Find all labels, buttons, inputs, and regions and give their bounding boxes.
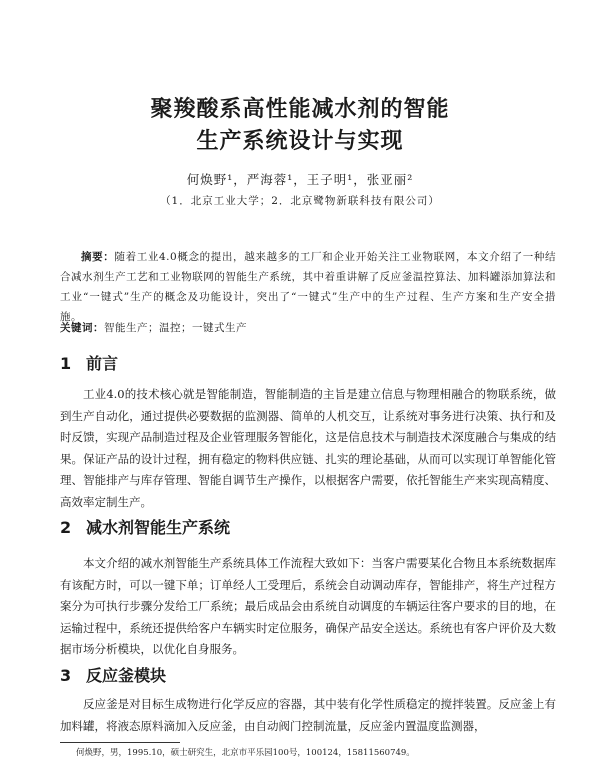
section-body-production-system: 本文介绍的减水剂智能生产系统具体工作流程大致如下：当客户需要某化合物且本系统数据库有该配方时，可以一键下单；订单经人工受理后，系统会自动调动库存，智能排产，将生产过程方案分为可执行步骤分发给工厂系统；最后成品会由系统自动调度的车辆运往客户要求的目的地，在运输过程中，系统还提供给客户车辆实时定位服务，确保产品安全送达。系统也有客户评价及大数据市场分析模块，以优化自身服务。 <box>60 556 556 656</box>
section-heading-production-system <box>60 515 230 538</box>
section-heading-reactor-module <box>60 663 166 686</box>
author-list: 何焕野¹，严海蓉¹，王子明¹，张亚丽² <box>186 172 414 187</box>
section-title: 反应釜模块 <box>86 666 167 685</box>
section-number: 2 <box>60 518 72 537</box>
footnote-divider <box>60 742 180 743</box>
abstract <box>60 247 556 327</box>
section-heading-introduction <box>60 351 118 374</box>
section-number: 1 <box>60 354 72 373</box>
section-body-introduction: 工业4.0的技术核心就是智能制造，智能制造的主旨是建立信息与物理相融合的物联系统，做到生产自动化，通过提供必要数据的监测器、简单的人机交互，让系统对事务进行决策、执行和及时反馈，实现产品制造过程及企业管理服务智能化，这是信息技术与制造技术深度融合与集成的结果。保证产品的设计过程，拥有稳定的物料供应链、扎实的理论基础，从而可以实现订单智能化管理、智能排产与库存管理、智能自调节生产操作，以根据客户需要，依托智能生产来实现高精度、高效率定制生产。 <box>60 387 556 509</box>
section-title: 减水剂智能生产系统 <box>86 518 231 537</box>
section-body-reactor-module: 反应釜是对目标生成物进行化学反应的容器，其中装有化学性质稳定的搅拌装置。反应釜上有加料罐，将液态原料滴加入反应釜，由自动阀门控制流量，反应釜内置温度监测器， <box>60 697 556 733</box>
section-number: 3 <box>60 666 72 685</box>
paper-title-line-2: 生产系统设计与实现 <box>196 129 404 154</box>
keywords <box>60 320 556 335</box>
keywords-text: 智能生产；温控；一键式生产 <box>104 322 247 334</box>
abstract-label: 摘要： <box>81 251 115 263</box>
author-footnote: 何焕野，男，1995.10，硕士研究生，北京市平乐园100号，100124，15811560749。 <box>76 748 415 758</box>
paper-title-line-1: 聚羧酸系高性能减水剂的智能 <box>150 97 450 122</box>
keywords-label: 关键词： <box>60 322 104 334</box>
author-affiliation: （1．北京工业大学；2．北京鹭物新联科技有限公司） <box>160 195 440 207</box>
abstract-text: 随着工业4.0概念的提出，越来越多的工厂和企业开始关注工业物联网，本文介绍了一种结合减水剂生产工艺和工业物联网的智能生产系统，其中着重讲解了反应釜温控算法、加料罐添加算法和工业“一键式”生产的概念及功能设计，突出了“一键式”生产中的生产过程、生产方案和生产安全措施。 <box>60 251 557 323</box>
section-title: 前言 <box>86 354 119 373</box>
